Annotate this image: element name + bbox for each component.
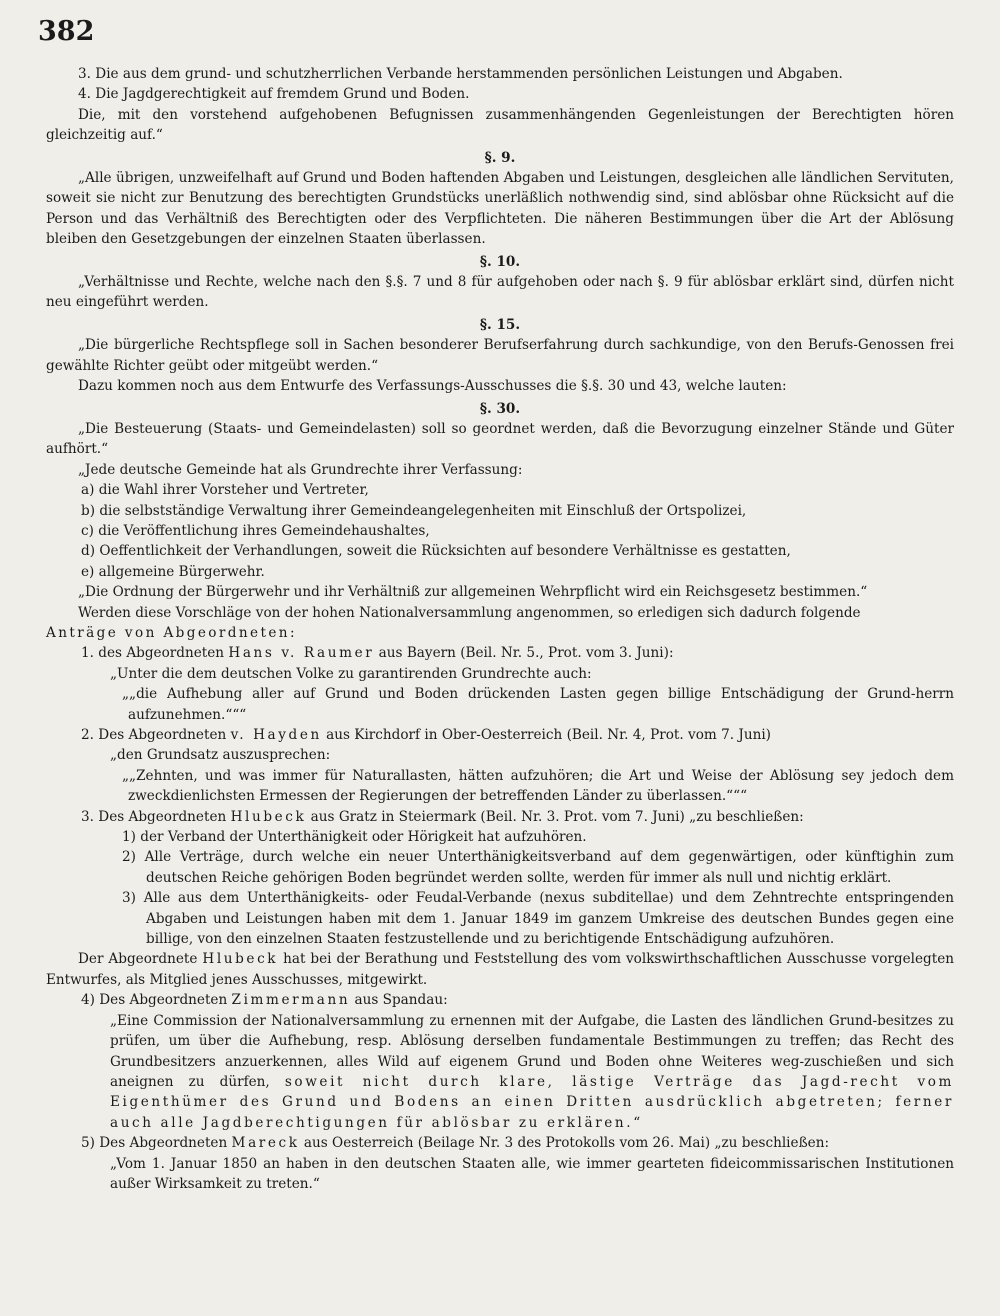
list-item: c) die Veröffentlichung ihres Gemeindehaushaltes, [81, 522, 430, 539]
paragraph: „Verhältnisse und Rechte, welche nach den §.§. 7 und 8 für aufgehoben oder nach §. 9 für ablösbar erklärt sind, dürfen nicht neu eingeführt werden. [46, 274, 954, 311]
deputy-name: v. Hayden [230, 727, 322, 743]
section-heading: §. 9. [484, 149, 516, 166]
paragraph: Dazu kommen noch aus dem Entwurfe des Verfassungs-Ausschusses die §.§. 30 und 43, welche lauten: [78, 378, 787, 395]
paragraph: „Alle übrigen, unzweifelhaft auf Grund und Boden haftenden Abgaben und Leistungen, desgleichen alle ländlichen Servituten, soweit sie nicht zur Benutzung des berechtigten Grundstücks unerläßlich nothwendig sind, sind ablösbar ohne Rücksicht auf die Person und das Verhältniß des Berechtigten oder des Verpflichteten. Die näheren Bestimmungen über die Art der Ablösung bleiben den Gesetzgebungen der einzelnen Staaten überlassen. [46, 170, 954, 248]
motion-item [46, 643, 954, 663]
paragraph: Werden diese Vorschläge von der hohen Nationalversammlung angenommen, so erledigen sich dadurch folgende [78, 604, 861, 621]
list-item: d) Oeffentlichkeit der Verhandlungen, soweit die Rücksichten auf besondere Verhältnisse es gestatten, [81, 543, 791, 560]
motion-text: 5) Des Abgeordneten [81, 1135, 232, 1152]
paragraph: „Die Ordnung der Bürgerwehr und ihr Verhältniß zur allgemeinen Wehrpflicht wird ein Reichsgesetz bestimmen.“ [78, 584, 868, 601]
motion-text: 3. Des Abgeordneten [81, 808, 231, 825]
paragraph: „Die bürgerliche Rechtspflege soll in Sachen besonderer Berufserfahrung durch sachkundige, von den Berufs-Genossen frei gewählte Richter geübt oder mitgeübt werden.“ [46, 337, 954, 374]
paragraph: 4. Die Jagdgerechtigkeit auf fremdem Grund und Boden. [78, 86, 470, 103]
motion-text: 4) Des Abgeordneten [81, 992, 232, 1009]
quotation: „Unter die dem deutschen Volke zu garantirenden Grundrechte auch: [110, 665, 592, 682]
paragraph-text: hat bei der Berathung und Feststellung des vom volkswirthschaftlichen Ausschusse vorgelegten Entwurfes, als Mitglied jenes Ausschusses, mitgewirkt. [46, 951, 954, 988]
quotation-text: “ [633, 1114, 641, 1131]
deputy-name: Hans v. Raumer [228, 645, 375, 662]
quotation: „den Grundsatz auszusprechen: [110, 747, 331, 764]
paragraph: „Jede deutsche Gemeinde hat als Grundrechte ihrer Verfassung: [78, 461, 523, 478]
section-heading: §. 15. [479, 316, 521, 333]
deputy-name: Mareck [231, 1135, 300, 1152]
list-item: b) die selbstständige Verwaltung ihrer Gemeindeangelegenheiten mit Einschluß der Ortspolizei, [81, 502, 747, 519]
motion-item [46, 725, 954, 745]
motion-text: aus Oesterreich (Beilage Nr. 3 des Protokolls vom 26. Mai) „zu beschließen: [299, 1135, 830, 1152]
deputy-name: Hlubeck [230, 808, 307, 825]
section-heading: §. 10. [479, 253, 521, 270]
page-body [46, 64, 954, 1194]
paragraph [46, 949, 954, 990]
motion-text: aus Kirchdorf in Ober-Oesterreich (Beil. Nr. 4, Prot. vom 7. Juni) [321, 727, 771, 743]
paragraph: Die, mit den vorstehend aufgehobenen Befugnissen zusammenhängenden Gegenleistungen der Berechtigten hören gleichzeitig auf.“ [46, 106, 954, 144]
section-heading: §. 30. [479, 400, 521, 417]
deputy-name: Hlubeck [202, 951, 279, 968]
motion-item [46, 807, 954, 827]
list-item: a) die Wahl ihrer Vorsteher und Vertreter, [81, 482, 369, 499]
quotation: „„die Aufhebung aller auf Grund und Boden drückenden Lasten gegen billige Entschädigung der Grund-herrn aufzunehmen.“““ [122, 686, 954, 723]
list-item: 3) Alle aus dem Unterthänigkeits- oder Feudal-Verbande (nexus subditellae) und dem Zehntrechte entspringenden Abgaben und Leistungen haben mit dem 1. Januar 1849 im ganzem Umkreise des deutschen Bundes gegen eine billige, von den einzelnen Staaten festzustellende und zu berichtigende Entschädigung aufzuhören. [122, 890, 954, 948]
list-item: 2) Alle Verträge, durch welche ein neuer Unterthänigkeitsverband auf dem gegenwärtigen, oder künftighin zum deutschen Reiche gehörigen Boden begründet werden sollte, werden für immer als null und nichtig erklärt. [122, 849, 954, 886]
motion-text: aus Spandau: [350, 992, 448, 1009]
motion-text: 2. Des Abgeordneten [81, 727, 231, 743]
paragraph: 3. Die aus dem grund- und schutzherrlichen Verbande herstammenden persönlichen Leistungen und Abgaben. [78, 66, 843, 82]
motion-text: 1. des Abgeordneten [81, 645, 229, 662]
subheading: Anträge von Abgeordneten: [46, 624, 297, 641]
motion-text: aus Bayern (Beil. Nr. 5., Prot. vom 3. Juni): [374, 645, 674, 662]
quotation: „Vom 1. Januar 1850 an haben in den deutschen Staaten alle, wie immer gearteten fideicommissarischen Institutionen außer Wirksamkeit zu treten.“ [110, 1155, 954, 1192]
motion-item [46, 1133, 954, 1153]
page-number: 382 [38, 16, 95, 47]
quotation-text: „Eine Commission der Nationalversammlung zu ernennen mit der Aufgabe, die Lasten des ländlichen Grund-besitzes zu prüfen, um über die Aufhebung, resp. Ablösung derselben fundamentale Bestimmungen zu treffen; das Recht des Grundbesitzers anzuerkennen, alles Wild auf eigenem Grund und Boden ohne Weiteres weg-zuschießen und sich aneignen zu dürfen, [110, 1012, 954, 1090]
paragraph-text: Der Abgeordnete [78, 951, 203, 968]
paragraph: „Die Besteuerung (Staats- und Gemeindelasten) soll so geordnet werden, daß die Bevorzugung einzelner Stände und Güter aufhört.“ [46, 420, 954, 458]
motion-item [46, 990, 954, 1010]
emphasized-text: soweit nicht durch klare, lästige Verträge das Jagd-recht vom Eigenthümer des Grund und Bodens an einen Dritten ausdrücklich abgetreten; ferner auch alle Jagdberechtigungen für ablösbar zu erklären. [110, 1073, 955, 1131]
list-item: 1) der Verband der Unterthänigkeit oder Hörigkeit hat aufzuhören. [122, 829, 587, 846]
quotation: „„Zehnten, und was immer für Naturallasten, hätten aufzuhören; die Art und Weise der Ablösung sey jedoch dem zweckdienlichsten Ermessen der Regierungen der betreffenden Länder zu überlassen.“““ [122, 767, 954, 805]
quotation [46, 1011, 954, 1133]
list-item: e) allgemeine Bürgerwehr. [81, 563, 265, 580]
deputy-name: Zimmermann [231, 992, 351, 1009]
motion-text: aus Gratz in Steiermark (Beil. Nr. 3. Prot. vom 7. Juni) „zu beschließen: [306, 808, 804, 825]
